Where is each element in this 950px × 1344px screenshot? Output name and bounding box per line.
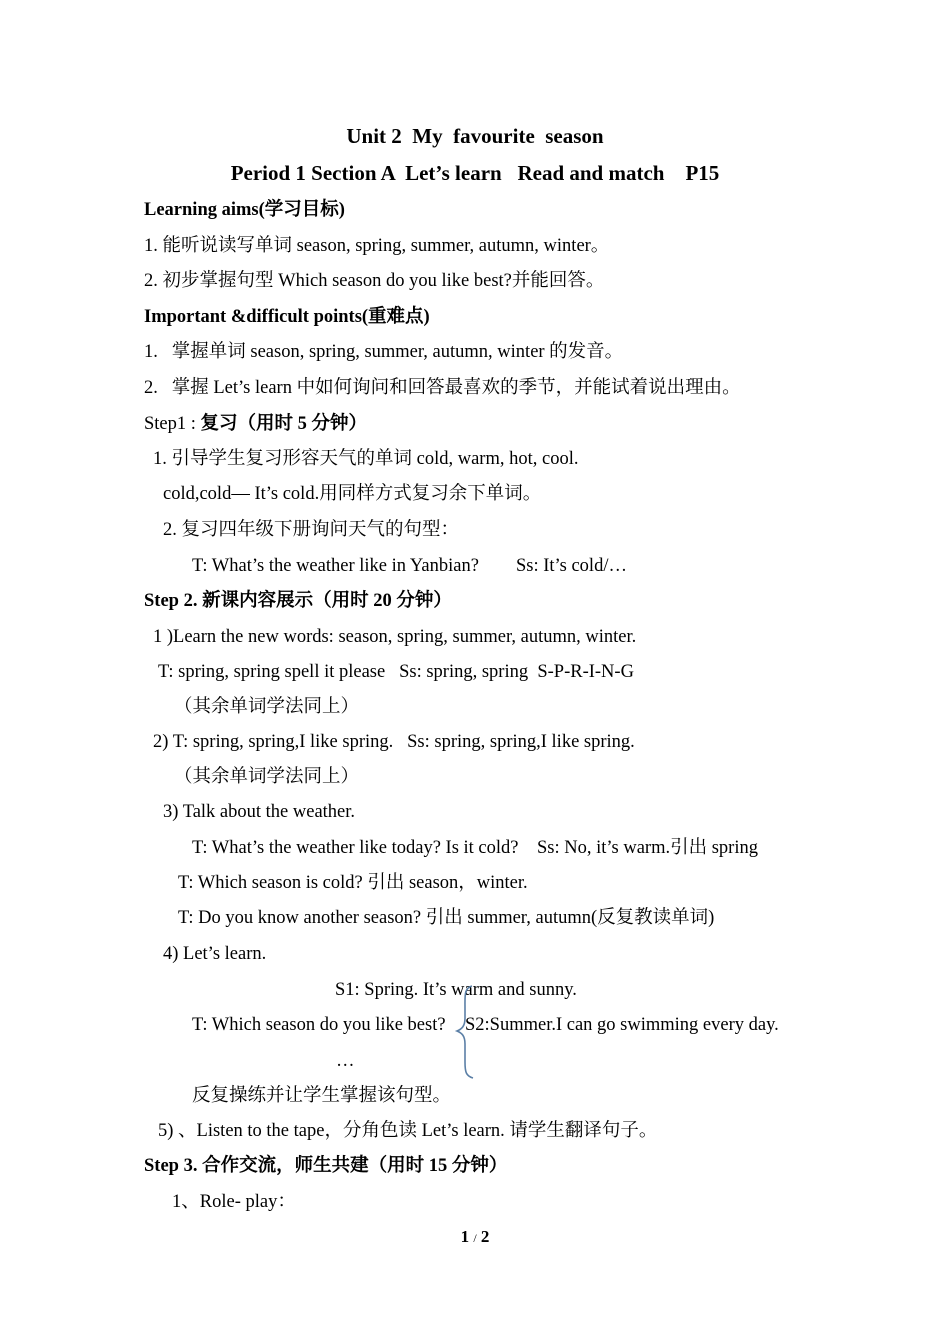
point-2: 2. 掌握 Let’s learn 中如何询问和回答最喜欢的季节，并能试着说出理由。 xyxy=(144,378,741,398)
step2-line-2: T: spring, spring spell it please Ss: spring, spring S-P-R-I-N-G xyxy=(158,662,634,682)
step1-heading xyxy=(144,412,367,436)
curly-brace-icon xyxy=(452,984,478,1080)
point-1: 1. 掌握单词 season, spring, summer, autumn, winter 的发音。 xyxy=(144,342,624,362)
dialogue-ellipsis: … xyxy=(336,1051,355,1071)
step2-line-1: 1 )Learn the new words: season, spring, summer, autumn, winter. xyxy=(153,627,637,647)
page-total: 2 xyxy=(480,1227,490,1246)
step2-line-4: 2) T: spring, spring,I like spring. Ss: spring, spring,I like spring. xyxy=(153,732,635,752)
dialogue-question: T: Which season do you like best? xyxy=(192,1015,446,1035)
page-separator: / xyxy=(473,1231,477,1245)
aims-heading: Learning aims(学习目标) xyxy=(144,200,345,220)
step2-line-8: T: Which season is cold? 引出 season，winter. xyxy=(178,873,528,893)
step3-line-1: 1、Role- play： xyxy=(172,1192,296,1212)
step2-line-9: T: Do you know another season? 引出 summer, autumn(反复教读单词) xyxy=(178,908,715,928)
step1-line-3: 2. 复习四年级下册询问天气的句型： xyxy=(163,520,460,540)
step1-prefix: Step1 : xyxy=(144,414,201,434)
step2-line-11: 反复操练并让学生掌握该句型。 xyxy=(192,1086,452,1106)
step2-line-5: （其余单词学法同上） xyxy=(174,767,360,787)
step1-title: 复习（用时 5 分钟） xyxy=(200,414,368,434)
step2-line-12: 5) 、Listen to the tape，分角色读 Let’s learn. 请学生翻译句子。 xyxy=(158,1121,658,1141)
step1-line-2: cold,cold— It’s cold.用同样方式复习余下单词。 xyxy=(163,484,542,504)
page-current: 1 xyxy=(460,1227,470,1246)
step1-line-4: T: What’s the weather like in Yanbian? Ss: It’s cold/… xyxy=(192,556,627,576)
dialogue-answer-1: S1: Spring. It’s warm and sunny. xyxy=(335,980,577,1000)
step2-line-6: 3) Talk about the weather. xyxy=(163,802,356,822)
aim-2: 2. 初步掌握句型 Which season do you like best?并能回答。 xyxy=(144,271,605,291)
step1-line-1: 1. 引导学生复习形容天气的单词 cold, warm, hot, cool. xyxy=(153,449,579,469)
dialogue-answer-2: S2:Summer.I can go swimming every day. xyxy=(465,1015,779,1035)
document-title: Unit 2 My favourite season xyxy=(346,124,604,148)
step2-line-3: （其余单词学法同上） xyxy=(174,697,360,717)
aim-1: 1. 能听说读写单词 season, spring, summer, autumn, winter。 xyxy=(144,236,610,256)
document-subtitle: Period 1 Section A Let’s learn Read and match P15 xyxy=(230,161,720,185)
step2-line-10: 4) Let’s learn. xyxy=(163,944,267,964)
page-number xyxy=(0,1227,950,1247)
step2-line-7: T: What’s the weather like today? Is it cold? Ss: No, it’s warm.引出 spring xyxy=(192,838,758,858)
step2-heading: Step 2. 新课内容展示（用时 20 分钟） xyxy=(144,591,452,611)
points-heading: Important &difficult points(重难点) xyxy=(144,307,430,327)
step3-heading: Step 3. 合作交流，师生共建（用时 15 分钟） xyxy=(144,1156,508,1176)
